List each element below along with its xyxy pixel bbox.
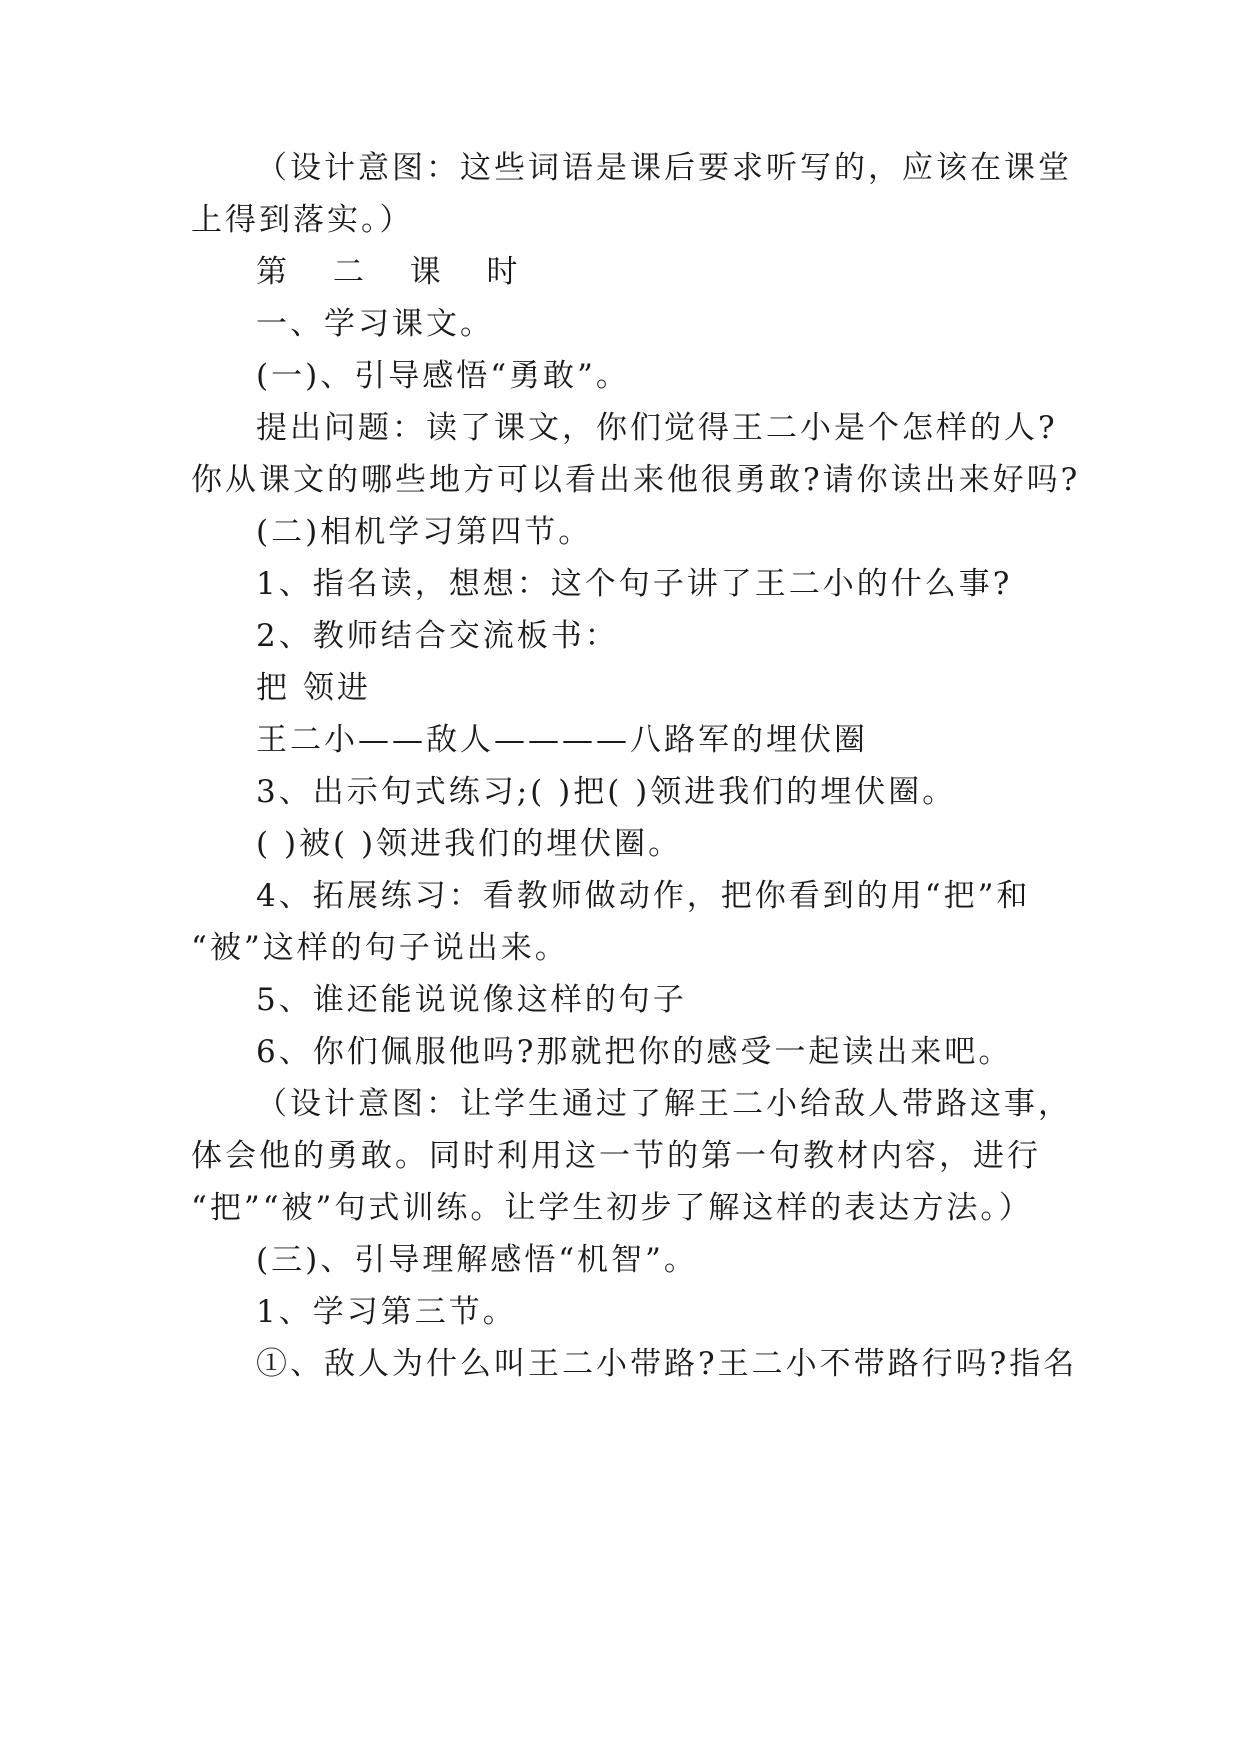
paragraph-line-design-intent-1: （设计意图：这些词语是课后要求听写的，应该在课堂 — [256, 150, 1072, 186]
lesson-heading: 第 二 课 时 — [256, 254, 536, 290]
subsection-heading-wisdom: (三)、引导理解感悟“机智”。 — [256, 1242, 698, 1278]
list-item-4: 4、拓展练习：看教师做动作，把你看到的用“把”和 — [256, 878, 1031, 914]
list-item-2: 2、教师结合交流板书： — [256, 618, 619, 654]
list-item-learn-section-three: 1、学习第三节。 — [256, 1294, 517, 1330]
paragraph-line-design-intent-2: （设计意图：让学生通过了解王二小给敌人带路这事， — [256, 1086, 1072, 1122]
subsection-heading-section-four: (二)相机学习第四节。 — [256, 514, 593, 550]
section-heading-learn-text: 一、学习课文。 — [256, 306, 494, 342]
list-item-6: 6、你们佩服他吗?那就把你的感受一起读出来吧。 — [256, 1034, 1013, 1070]
subsection-heading-brave: (一)、引导感悟“勇敢”。 — [256, 358, 630, 394]
list-item-4-cont: “被”这样的句子说出来。 — [191, 930, 569, 966]
paragraph-line-question-1-cont: 你从课文的哪些地方可以看出来他很勇敢?请你读出来好吗? — [191, 462, 1081, 498]
blackboard-line-1: 把 领进 — [256, 670, 371, 706]
paragraph-line-question-1: 提出问题：读了课文，你们觉得王二小是个怎样的人? — [256, 410, 1058, 446]
list-item-circled-1: ①、敌人为什么叫王二小带路?王二小不带路行吗?指名 — [256, 1346, 1078, 1382]
blackboard-line-2: 王二小——敌人————八路军的埋伏圈 — [256, 722, 868, 758]
list-item-3-cont: ( )被( )领进我们的埋伏圈。 — [256, 826, 683, 862]
paragraph-line-design-intent-1-cont: 上得到落实。） — [191, 202, 414, 238]
list-item-3: 3、出示句式练习;( )把( )领进我们的埋伏圈。 — [256, 774, 957, 810]
paragraph-line-design-intent-2-cont-2: “把”“被”句式训练。让学生初步了解这样的表达方法。） — [191, 1190, 1033, 1226]
paragraph-line-design-intent-2-cont-1: 体会他的勇敢。同时利用这一节的第一句教材内容，进行 — [191, 1138, 1041, 1174]
list-item-1: 1、指名读，想想：这个句子讲了王二小的什么事? — [256, 566, 1013, 602]
list-item-5: 5、谁还能说说像这样的句子 — [256, 982, 687, 1018]
